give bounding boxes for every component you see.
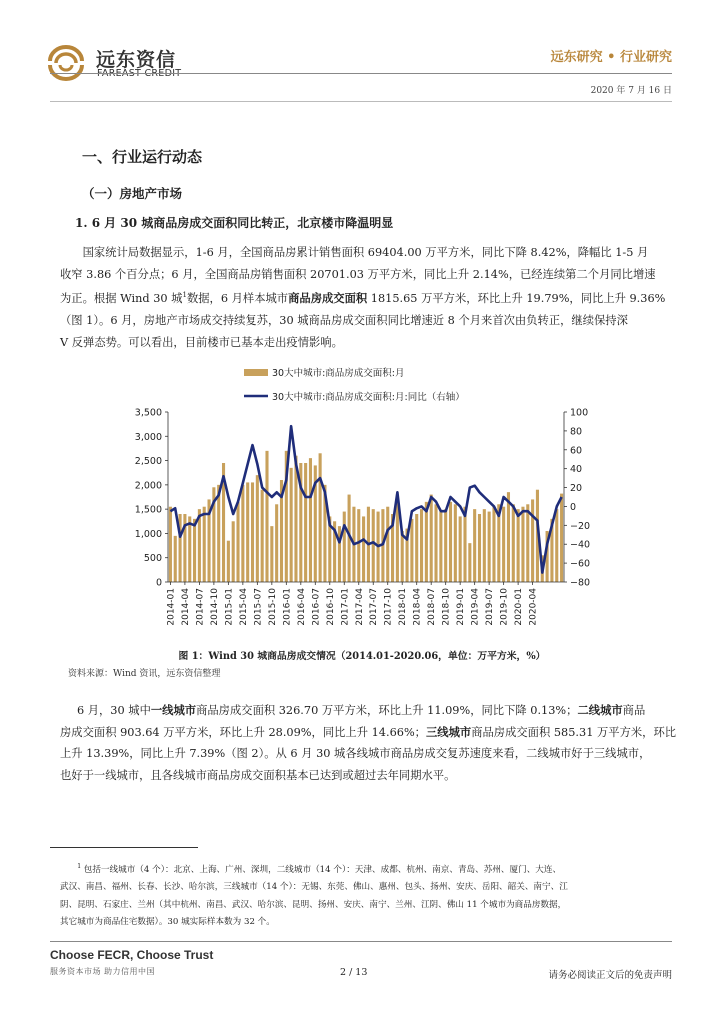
right-tick-label: 20 <box>570 483 583 495</box>
footnote-marker: 1 <box>77 863 82 870</box>
chart-bar <box>236 502 239 582</box>
paragraph-sales <box>60 242 680 353</box>
brand-name-en: FAREAST CREDIT <box>97 68 182 79</box>
chart-bar <box>555 509 558 582</box>
topic-title: 1. 6 月 30 城商品房成交面积同比转正，北京楼市降温明显 <box>75 216 394 230</box>
footnote-rule <box>50 847 198 848</box>
chart-legend <box>244 367 465 403</box>
para1-line: （图 1）。6 月，房地产市场成交持续复苏，30 城商品房成交面积同比增速近 8 个月来首次由负转正，继续保持深 <box>60 313 628 327</box>
left-tick-label: 3,500 <box>134 407 162 419</box>
chart-bar <box>526 504 529 582</box>
right-tick-label: 80 <box>570 426 583 438</box>
chart-bar <box>410 519 413 582</box>
chart-bar <box>401 531 404 582</box>
legend-line-label: 30大中城市:商品房成交面积:月:同比（右轴） <box>272 392 465 403</box>
x-tick-label: 2020-04 <box>528 588 539 626</box>
left-tick-label: 1,000 <box>134 528 162 540</box>
x-tick-label: 2016-10 <box>325 588 336 626</box>
x-tick-label: 2017-07 <box>369 588 380 626</box>
chart-bar <box>217 485 220 582</box>
x-tick-label: 2019-07 <box>485 588 496 626</box>
left-tick-label: 3,000 <box>134 431 162 443</box>
x-tick-label: 2016-04 <box>296 588 307 626</box>
chart-bar <box>521 507 524 582</box>
subsection-title: （一）房地产市场 <box>82 186 183 201</box>
chart-bar <box>444 509 447 582</box>
legend-bar-swatch <box>244 369 268 376</box>
legend-bar-label: 30大中城市:商品房成交面积:月 <box>272 368 405 379</box>
chart-bar <box>517 509 520 582</box>
x-tick-label: 2015-04 <box>238 588 249 626</box>
chart-bar <box>430 495 433 582</box>
chart-bar <box>256 475 259 582</box>
para1-line: 收窄 3.86 个百分点；6 月，全国商品房销售面积 20701.03 万平方米，同比上升 2.14%，已经连续第二个月同比增速 <box>60 267 656 281</box>
section-title: 一、行业运行动态 <box>82 148 203 166</box>
x-tick-label: 2018-10 <box>441 588 452 626</box>
x-tick-label: 2014-10 <box>209 588 220 626</box>
brand-name-cn: 远东资信 <box>96 49 177 71</box>
right-tick-label: −60 <box>570 558 591 570</box>
sales-chart <box>120 360 600 642</box>
chart-bar <box>270 526 273 582</box>
x-tick-label: 2014-01 <box>166 588 177 626</box>
header-rule-bottom <box>50 101 672 102</box>
chart-bar <box>507 492 510 582</box>
chart-bar <box>531 499 534 582</box>
x-tick-label: 2017-10 <box>383 588 394 626</box>
chart-bar <box>459 516 462 582</box>
para1-line: 国家统计局数据显示，1-6 月，全国商品房累计销售面积 69404.00 万平方米，同比下降 8.42%，降幅比 1-5 月 <box>82 246 649 259</box>
x-tick-label: 2016-01 <box>282 588 293 626</box>
chart-bar <box>241 485 244 582</box>
right-tick-label: 40 <box>570 464 583 476</box>
x-tick-label: 2018-07 <box>427 588 438 626</box>
chart-bar <box>357 509 360 582</box>
chart-bar <box>309 458 312 582</box>
x-tick-label: 2017-01 <box>340 588 351 626</box>
x-tick-label: 2019-04 <box>470 588 481 626</box>
chart-bar <box>251 482 254 582</box>
page-number: 2 / 13 <box>340 967 368 978</box>
chart-bar <box>203 507 206 582</box>
chart-bar <box>319 453 322 582</box>
x-tick-label: 2020-01 <box>514 588 525 626</box>
chart-bar <box>415 514 418 582</box>
right-tick-label: −40 <box>570 539 591 551</box>
para1-line: 为正。根据 Wind 30 城$^1$数据，6 月样本城市商品房成交面积 1815.65 万平方米，环比上升 19.79%，同比上升 9.36% <box>60 291 666 306</box>
figure-caption: 图 1：Wind 30 城商品房成交情况（2014.01-2020.06，单位：万平方米，%） <box>178 651 546 662</box>
chart-bar <box>290 468 293 582</box>
footer-tagline: 服务资本市场 助力信用中国 <box>50 967 156 976</box>
chart-bar <box>468 543 471 582</box>
chart-bar <box>372 509 375 582</box>
chart-bar <box>425 502 428 582</box>
left-tick-label: 2,500 <box>134 456 162 468</box>
x-tick-label: 2014-04 <box>180 588 191 626</box>
figure-source: 资料来源：Wind 资讯，远东资信整理 <box>68 669 221 679</box>
right-tick-label: −20 <box>570 520 591 532</box>
report-category: 远东研究 • 行业研究 <box>550 50 672 65</box>
chart-bar <box>492 507 495 582</box>
chart-bar <box>246 482 249 582</box>
chart-bar <box>478 514 481 582</box>
chart-bar <box>227 541 230 582</box>
para2-line: 房成交面积 903.64 万平方米，环比上升 28.09%，同比上升 14.66%；三线城市商品房成交面积 585.31 万平方米，环比 <box>60 724 677 739</box>
right-tick-label: 60 <box>570 445 583 457</box>
footnote: $^1$ 包括一线城市（4 个）：北京、上海、广州、深圳，二线城市（14 个）：天津、成都、杭州、南京、青岛、苏州、厦门、大连、 武汉、南昌、福州、长春、长沙、哈尔滨，三线城市（14 个）：无锡、东莞、佛山、惠州、包头、扬州、安庆、岳阳、韶关、南宁、江 阴、昆明、石家庄、兰州（其中杭州、南昌、武汉、哈尔滨、昆明、扬州、安庆、南宁、兰州、江阴、佛山 11 个城市为商品房数据， 其它城市为商品住宅数据）。30 城实际样本数为 32 个。 <box>60 863 568 928</box>
right-tick-label: 0 <box>570 501 577 513</box>
left-tick-label: 2,000 <box>134 480 162 492</box>
chart-bar <box>420 509 423 582</box>
chart-bar <box>560 494 563 582</box>
para2-line: 也好于一线城市，且各线城市商品房成交面积基本已达到或超过去年同期水平。 <box>60 769 456 783</box>
x-tick-label: 2017-04 <box>354 588 365 626</box>
x-tick-label: 2019-10 <box>499 588 510 626</box>
chart-bar <box>512 504 515 582</box>
chart-bar <box>362 516 365 582</box>
chart-bar <box>449 502 452 582</box>
chart-bar <box>232 521 235 582</box>
left-tick-label: 500 <box>143 553 162 565</box>
report-date: 2020 年 7 月 16 日 <box>590 86 672 96</box>
x-tick-label: 2014-07 <box>195 588 206 626</box>
footer-rule <box>50 941 672 942</box>
x-tick-label: 2018-01 <box>398 588 409 626</box>
chart-bar <box>169 507 172 582</box>
chart-bar <box>265 451 268 582</box>
x-tick-label: 2015-07 <box>253 588 264 626</box>
chart-bar <box>434 504 437 582</box>
chart-bar <box>483 509 486 582</box>
chart-bar <box>193 519 196 582</box>
x-tick-label: 2015-01 <box>224 588 235 626</box>
right-tick-label: −80 <box>570 577 591 589</box>
chart-bar <box>386 507 389 582</box>
left-tick-label: 1,500 <box>134 504 162 516</box>
paragraph-tiers <box>60 700 680 787</box>
chart-bar <box>188 516 191 582</box>
footnote-ref: 1 <box>182 291 187 300</box>
chart-bar <box>174 536 177 582</box>
chart-bar <box>488 512 491 582</box>
chart-bar <box>473 509 476 582</box>
chart-bar <box>261 490 264 582</box>
x-tick-label: 2019-01 <box>456 588 467 626</box>
chart-bar <box>343 512 346 582</box>
para2-line: 上升 13.39%，同比上升 7.39%（图 2）。从 6 月 30 城各线城市商品房成交复苏速度来看，二线城市好于三线城市， <box>60 747 651 761</box>
chart-bar <box>275 504 278 582</box>
header-rule <box>50 73 672 74</box>
para1-line: V 反弹态势。可以看出，目前楼市已基本走出疫情影响。 <box>60 335 343 349</box>
company-logo <box>42 41 90 81</box>
chart-bar <box>463 507 466 582</box>
chart-bar <box>439 512 442 582</box>
x-tick-label: 2018-04 <box>412 588 423 626</box>
right-tick-label: 100 <box>570 407 589 419</box>
disclaimer-note: 请务必阅读正文后的免责声明 <box>548 970 672 981</box>
para2-line: 6 月，30 城中一线城市商品房成交面积 326.70 万平方米，环比上升 11.09%，同比下降 0.13%；二线城市商品 <box>76 703 646 717</box>
chart-bar <box>454 504 457 582</box>
chart-bar <box>502 507 505 582</box>
footer-slogan: Choose FECR, Choose Trust <box>50 948 214 962</box>
chart-bar <box>304 463 307 582</box>
x-tick-label: 2015-10 <box>267 588 278 626</box>
x-tick-label: 2016-07 <box>311 588 322 626</box>
left-tick-label: 0 <box>155 577 162 589</box>
